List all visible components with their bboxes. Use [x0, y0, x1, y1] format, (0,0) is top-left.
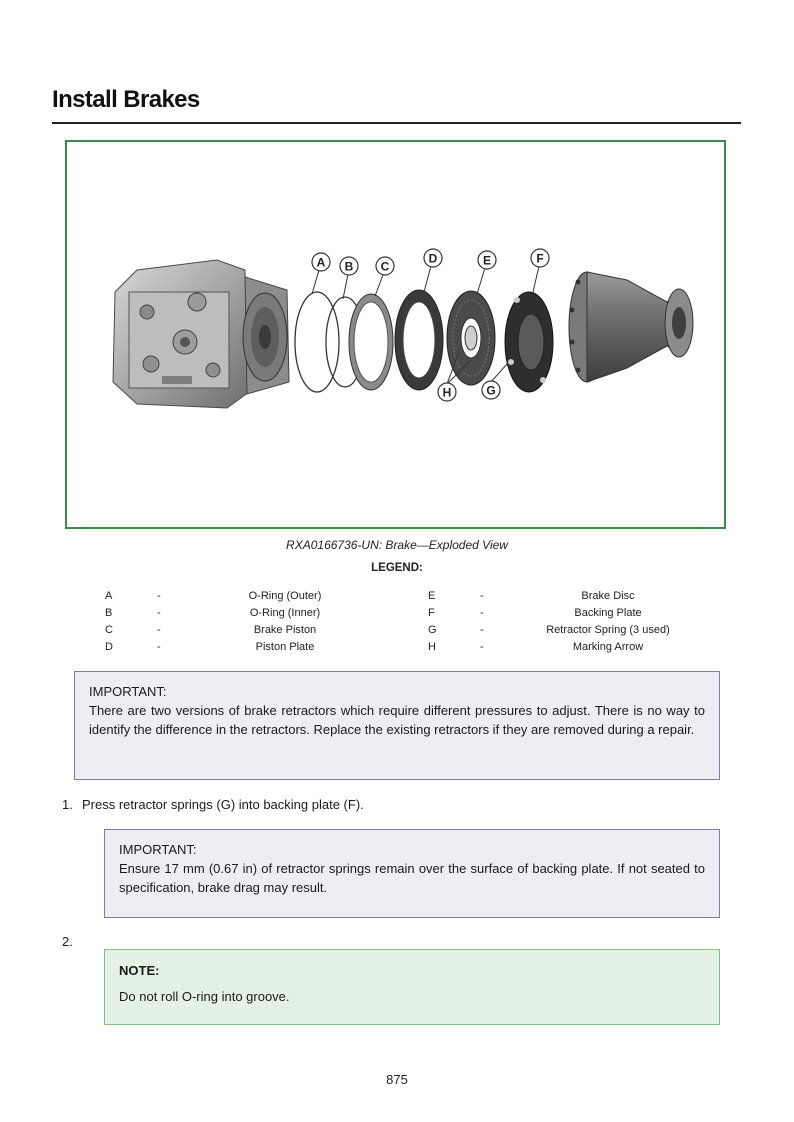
legend-left-column [90, 590, 420, 658]
svg-text:E: E [482, 253, 492, 268]
legend-row [90, 641, 420, 658]
important-callout-retractors [74, 671, 720, 780]
svg-text:A: A [316, 255, 326, 270]
legend-desc: Retractor Spring (3 used) [546, 624, 670, 636]
brake-disc [447, 291, 495, 385]
svg-text:C: C [380, 259, 390, 274]
note-callout [104, 949, 720, 1025]
important-label: IMPORTANT: [89, 684, 167, 699]
callout-C [376, 257, 394, 275]
backing-plate [505, 292, 553, 392]
step-number: 1. [62, 797, 73, 812]
legend-dash: - [157, 590, 161, 602]
legend-desc: Piston Plate [255, 641, 315, 653]
legend-row [413, 624, 743, 641]
legend-key: C [105, 624, 113, 636]
legend-dash: - [480, 641, 484, 653]
step-2 [62, 934, 82, 949]
important-label: IMPORTANT: [119, 842, 197, 857]
legend-row [90, 624, 420, 641]
step-number: 2. [62, 934, 73, 949]
legend-desc: Brake Piston [253, 624, 317, 636]
legend-row [90, 590, 420, 607]
important-text: Ensure 17 mm (0.67 in) of retractor springs remain over the surface of backing plate. If not seated to specification, brake drag may result. [119, 861, 705, 895]
legend-dash: - [157, 641, 161, 653]
legend-key: E [428, 590, 436, 602]
exploded-view-figure [65, 140, 726, 529]
legend-desc: Brake Disc [581, 590, 635, 602]
legend-key: A [105, 590, 113, 602]
brake-exploded-illustration [67, 142, 724, 527]
callout-A [312, 253, 330, 271]
legend-row [413, 641, 743, 658]
legend-key: D [105, 641, 113, 653]
title-divider [52, 122, 741, 124]
legend-desc: O-Ring (Outer) [248, 590, 322, 602]
callout-D [424, 249, 442, 267]
legend-key: H [428, 641, 436, 653]
note-label: NOTE: [119, 963, 160, 978]
legend-desc: Marking Arrow [572, 641, 644, 653]
step-1 [62, 797, 364, 812]
legend-dash: - [480, 607, 484, 619]
transmission-housing [113, 260, 289, 408]
callout-G [482, 381, 500, 399]
legend-key: G [428, 624, 437, 636]
legend-row [90, 607, 420, 624]
legend-dash: - [480, 624, 484, 636]
svg-text:G: G [486, 383, 496, 398]
figure-caption: RXA0166736-UN: Brake—Exploded View [286, 538, 508, 552]
legend-row [413, 607, 743, 624]
legend-desc: O-Ring (Inner) [249, 607, 321, 619]
step-text: Press retractor springs (G) into backing plate (F). [82, 797, 364, 812]
important-text: There are two versions of brake retractors which require different pressures to adjust. There is no way to identify the difference in the retractors. Replace the existing retractors if they are removed during a repair. [89, 703, 705, 737]
page-number: 875 [386, 1072, 408, 1087]
svg-text:B: B [344, 259, 354, 274]
note-text: Do not roll O-ring into groove. [119, 989, 290, 1004]
legend-dash: - [157, 624, 161, 636]
brake-piston [349, 294, 393, 390]
legend-key: F [428, 607, 435, 619]
callout-H [438, 383, 456, 401]
legend-key: B [105, 607, 113, 619]
legend-right-column [413, 590, 743, 658]
svg-text:D: D [428, 251, 438, 266]
page-title: Install Brakes [52, 86, 200, 113]
legend-title: LEGEND: [371, 562, 423, 574]
svg-text:H: H [442, 385, 452, 400]
legend-dash: - [480, 590, 484, 602]
callout-F [531, 249, 549, 267]
svg-text:F: F [536, 251, 544, 266]
piston-plate [395, 290, 443, 390]
legend-dash: - [157, 607, 161, 619]
legend-desc: Backing Plate [574, 607, 642, 619]
callout-E [478, 251, 496, 269]
axle-housing [569, 272, 693, 382]
legend-row [413, 590, 743, 607]
callout-B [340, 257, 358, 275]
important-callout-spring-height [104, 829, 720, 918]
